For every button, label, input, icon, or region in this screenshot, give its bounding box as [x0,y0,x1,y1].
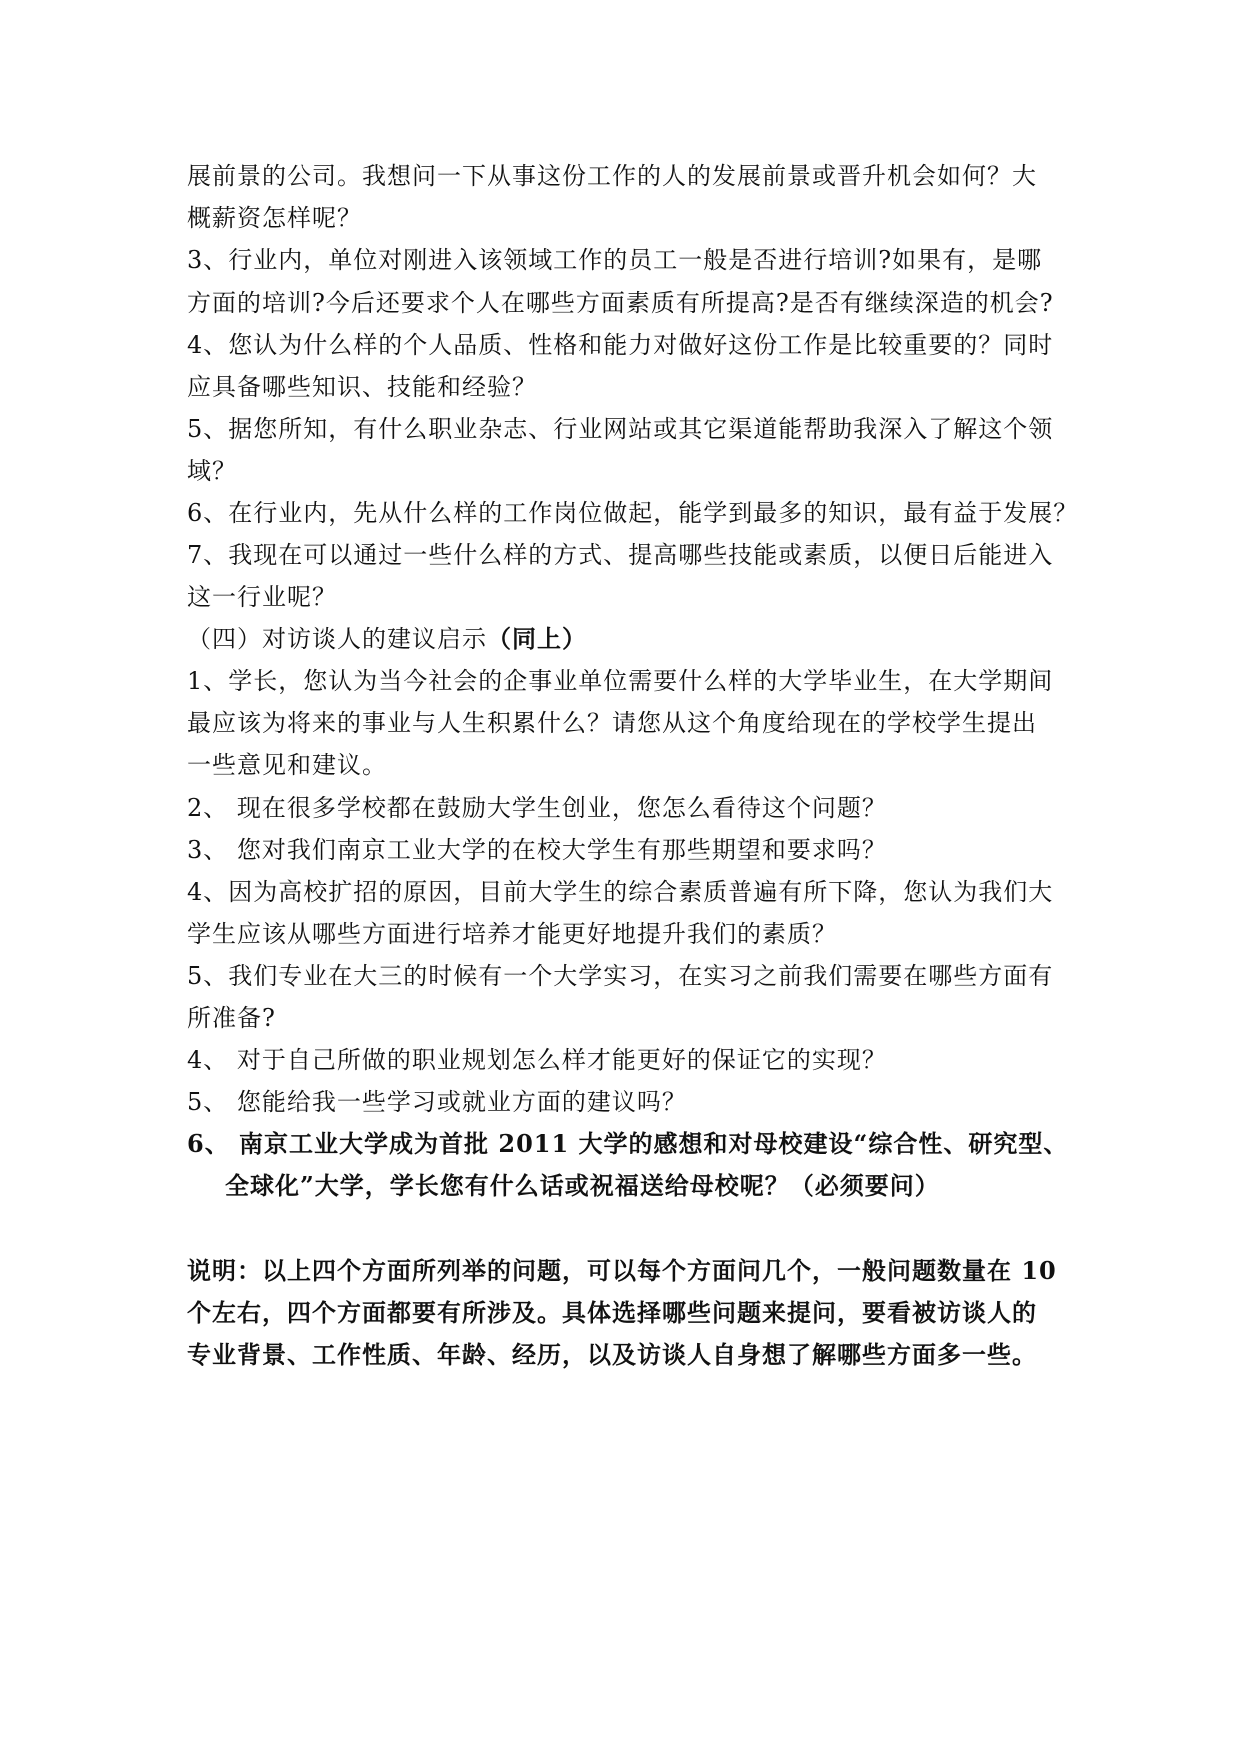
note-line-3: 专业背景、工作性质、年龄、经历，以及访谈人自身想了解哪些方面多一些。 [187,1340,1037,1369]
advice-question-6-line2: 全球化”大学，学长您有什么话或祝福送给母校呢？（必须要问） [225,1171,940,1200]
advice-question-1: 1、学长，您认为当今社会的企事业单位需要什么样的大学毕业生，在大学期间 [187,667,1054,695]
question-5: 5、据您所知，有什么职业杂志、行业网站或其它渠道能帮助我深入了解这个领 [187,415,1054,443]
text-line: 概薪资怎样呢？ [187,204,362,232]
advice-question-3: 3、 您对我们南京工业大学的在校大学生有那些期望和要求吗？ [187,836,887,864]
text-line: 这一行业呢？ [187,583,337,611]
advice-question-5: 5、我们专业在大三的时候有一个大学实习，在实习之前我们需要在哪些方面有 [187,962,1054,990]
advice-question-2: 2、 现在很多学校都在鼓励大学生创业，您怎么看待这个问题？ [187,794,887,822]
text-line: 一些意见和建议。 [187,751,387,779]
note-line-1: 说明：以上四个方面所列举的问题，可以每个方面问几个，一般问题数量在 10 [187,1256,1057,1285]
text-line: 学生应该从哪些方面进行培养才能更好地提升我们的素质？ [187,920,837,948]
section-heading [187,624,1067,654]
advice-question-4b: 4、 对于自己所做的职业规划怎么样才能更好的保证它的实现？ [187,1046,887,1074]
advice-question-6-line1: 6、 南京工业大学成为首批 2011 大学的感想和对母校建设“综合性、研究型、 [187,1129,1069,1158]
text-line: 方面的培训?今后还要求个人在哪些方面素质有所提高?是否有继续深造的机会? [187,289,1054,317]
question-3: 3、行业内，单位对刚进入该领域工作的员工一般是否进行培训?如果有，是哪 [187,246,1043,274]
question-4: 4、您认为什么样的个人品质、性格和能力对做好这份工作是比较重要的？同时 [187,331,1054,359]
advice-question-5b: 5、 您能给我一些学习或就业方面的建议吗？ [187,1088,687,1116]
text-line: 域？ [187,457,237,485]
text-line: 所准备? [187,1004,276,1032]
note-line-2: 个左右，四个方面都要有所涉及。具体选择哪些问题来提问，要看被访谈人的 [187,1298,1037,1327]
advice-question-4: 4、因为高校扩招的原因，目前大学生的综合素质普遍有所下降，您认为我们大 [187,878,1054,906]
question-7: 7、我现在可以通过一些什么样的方式、提高哪些技能或素质，以便日后能进入 [187,541,1054,569]
text-line: 最应该为将来的事业与人生积累什么？请您从这个角度给现在的学校学生提出 [187,709,1037,737]
text-line: 应具备哪些知识、技能和经验？ [187,373,537,401]
section-heading-suffix: （同上） [487,624,587,653]
section-heading-text: （四）对访谈人的建议启示 [187,625,487,653]
question-6: 6、在行业内，先从什么样的工作岗位做起，能学到最多的知识，最有益于发展？ [187,499,1079,527]
text-line: 展前景的公司。我想问一下从事这份工作的人的发展前景或晋升机会如何？大 [187,162,1037,190]
